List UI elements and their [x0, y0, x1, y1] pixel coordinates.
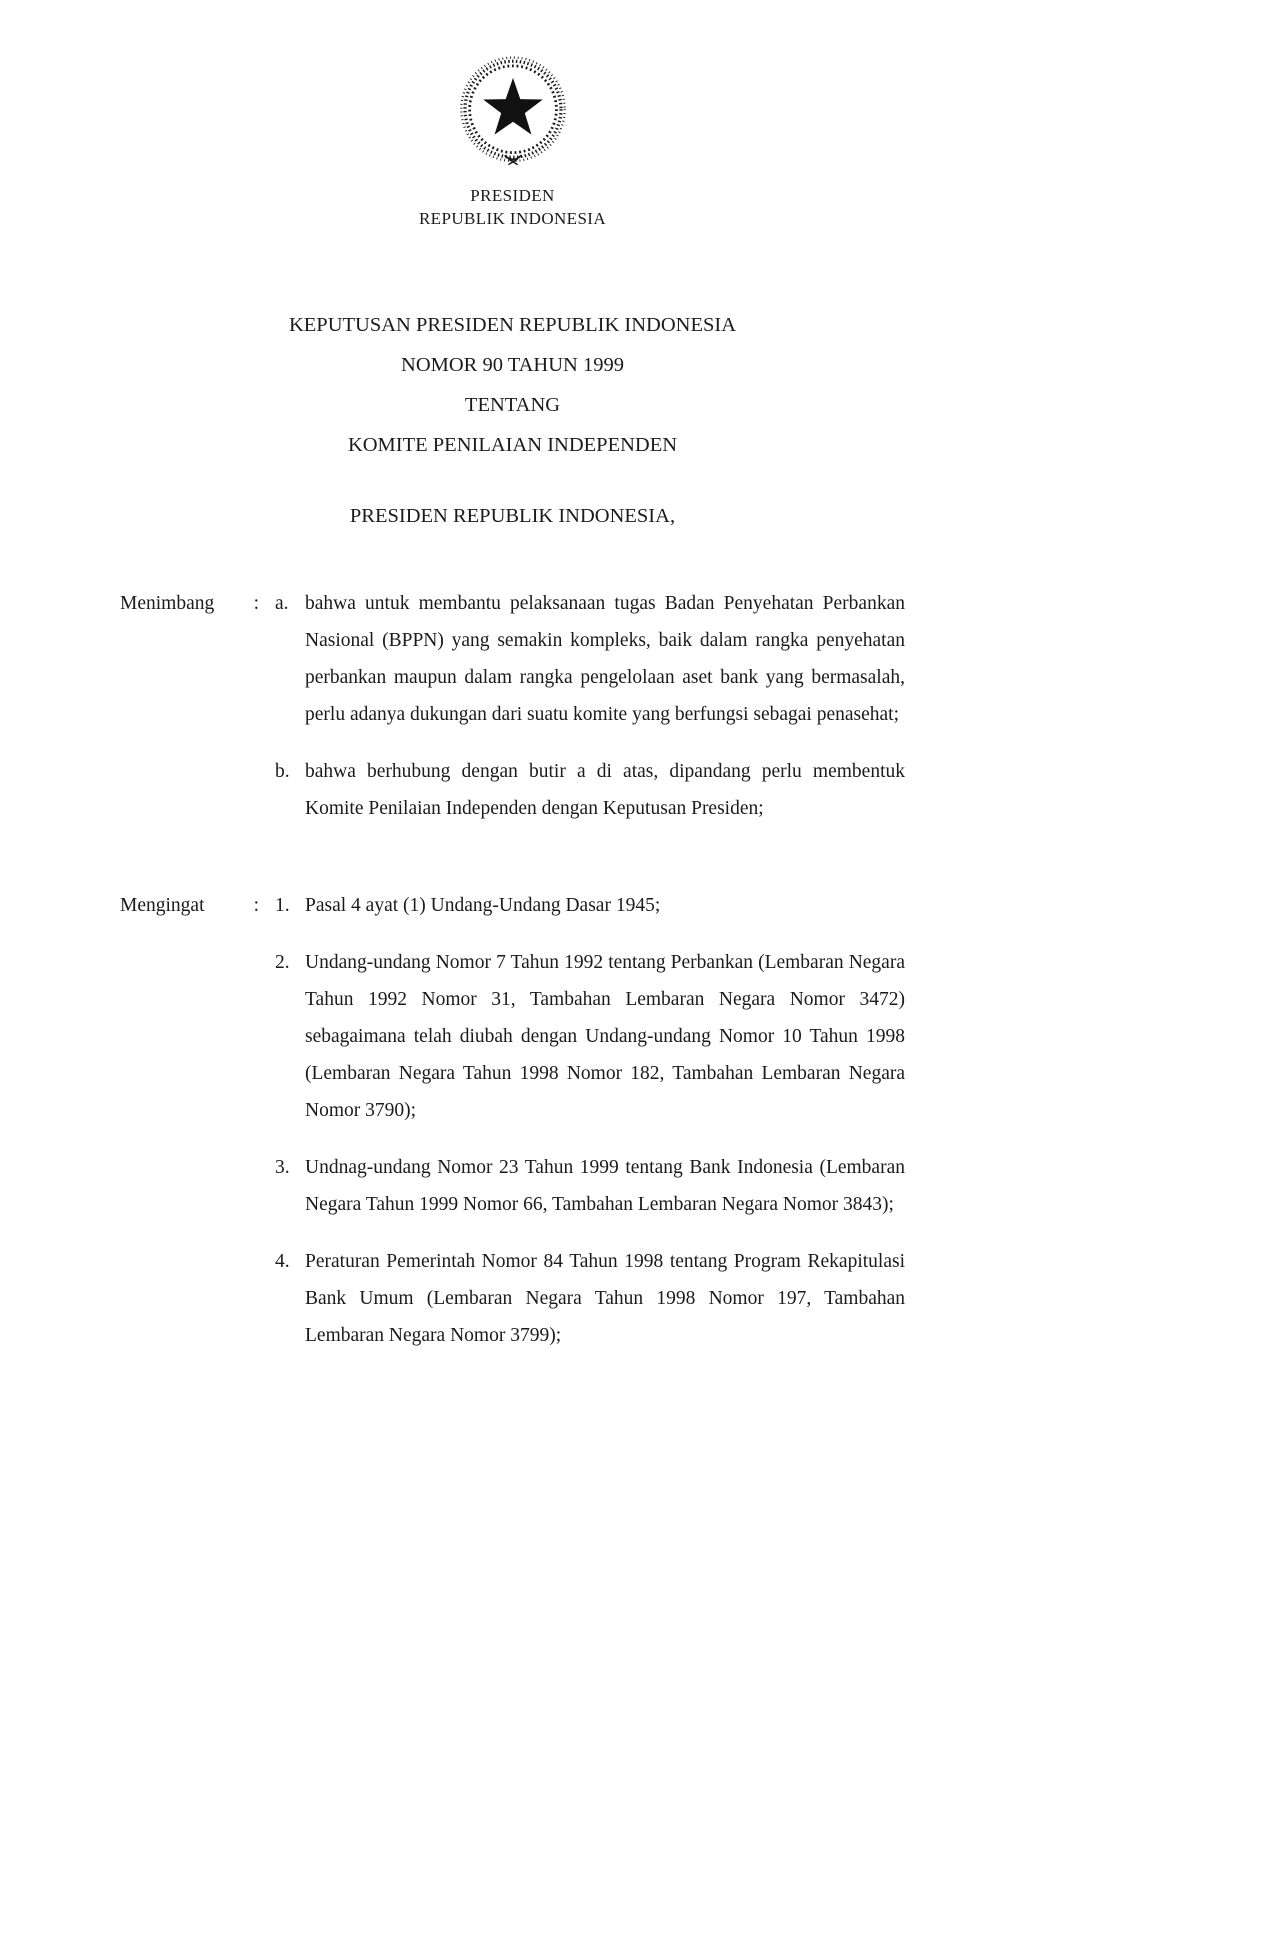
letterhead-text: [120, 184, 905, 230]
item-marker: b.: [275, 761, 290, 782]
letterhead: [120, 52, 905, 230]
title-line-tentang: TENTANG: [464, 394, 561, 416]
item-marker: a.: [275, 593, 289, 614]
item-marker: 2.: [275, 952, 290, 973]
salutation-line: PRESIDEN REPUBLIK INDONESIA,: [349, 505, 676, 527]
presidential-seal-icon: [120, 52, 905, 172]
letterhead-line-presiden: PRESIDEN: [470, 186, 555, 205]
section-label-colon: :: [253, 593, 259, 614]
item-text: Pasal 4 ayat (1) Undang-Undang Dasar 1945;: [305, 895, 661, 916]
item-marker: 3.: [275, 1157, 290, 1178]
section-label-colon: :: [253, 895, 259, 916]
item-text: Peraturan Pemerintah Nomor 84 Tahun 1998 tentang Program Rekapitulasi Bank Umum (Lembaran Negara Tahun 1998 Nomor 197, Tambahan Lembaran Negara Nomor 3799);: [305, 1251, 905, 1346]
item-marker: 4.: [275, 1251, 290, 1272]
item-text: Undnag-undang Nomor 23 Tahun 1999 tentang Bank Indonesia (Lembaran Negara Tahun 1999 Nomor 66, Tambahan Lembaran Negara Nomor 3843);: [305, 1157, 905, 1215]
title-line-decree: KEPUTUSAN PRESIDEN REPUBLIK INDONESIA: [288, 314, 737, 336]
list-item: [275, 753, 905, 827]
item-text: bahwa untuk membantu pelaksanaan tugas Badan Penyehatan Perbankan Nasional (BPPN) yang semakin kompleks, baik dalam rangka penyehatan perbankan maupun dalam rangka pengelolaan aset bank yang bermasalah, perlu adanya dukungan dari suatu komite yang berfungsi sebagai penasehat;: [305, 593, 905, 725]
list-item: [275, 887, 905, 924]
title-line-number: NOMOR 90 TAHUN 1999: [401, 354, 624, 376]
section-label: [120, 585, 275, 622]
list-item: [275, 585, 905, 733]
title-line-subject: KOMITE PENILAIAN INDEPENDEN: [347, 434, 678, 456]
list-item: [275, 1243, 905, 1354]
section-label-text: Menimbang: [120, 593, 215, 614]
section-label: [120, 887, 275, 924]
section-items: [275, 585, 905, 827]
item-text: Undang-undang Nomor 7 Tahun 1992 tentang Perbankan (Lembaran Negara Tahun 1992 Nomor 31, Tambahan Lembaran Negara Nomor 3472) sebagaimana telah diubah dengan Undang-undang Nomor 10 Tahun 1998 (Lembaran Negara Tahun 1998 Nomor 182, Tambahan Lembaran Negara Nomor 3790);: [305, 952, 905, 1121]
list-item: [275, 944, 905, 1129]
title-block: [120, 305, 905, 465]
section-mengingat: [120, 887, 905, 1354]
section-menimbang: [120, 585, 905, 827]
section-items: [275, 887, 905, 1354]
section-label-text: Mengingat: [120, 895, 205, 916]
letterhead-line-republik: REPUBLIK INDONESIA: [418, 209, 607, 228]
list-item: [275, 1149, 905, 1223]
item-text: bahwa berhubung dengan butir a di atas, dipandang perlu membentuk Komite Penilaian Independen dengan Keputusan Presiden;: [305, 761, 905, 819]
item-marker: 1.: [275, 895, 290, 916]
